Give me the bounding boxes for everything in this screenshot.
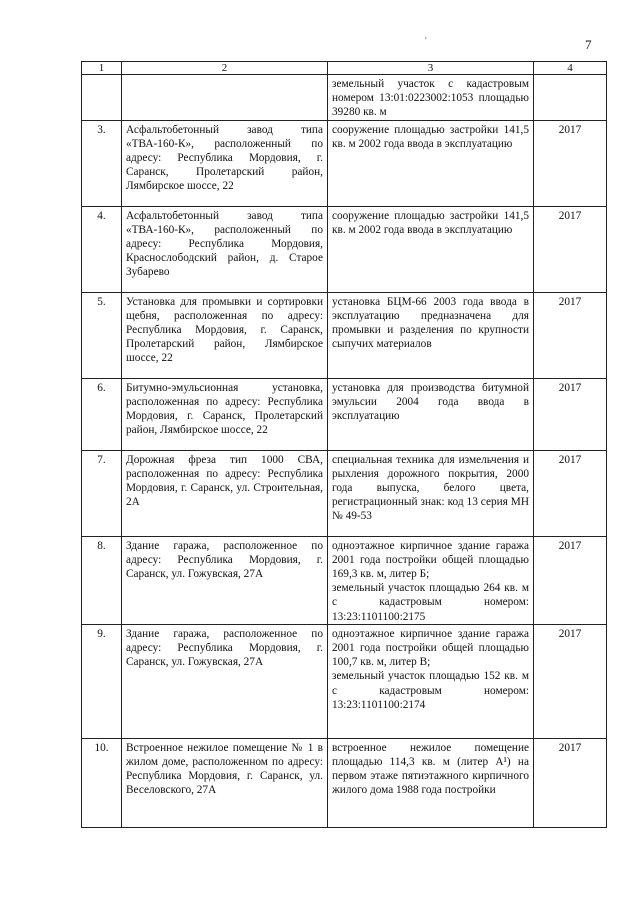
property-table (81, 61, 607, 828)
description-line: одноэтажное кирпичное здание гаража 2001 года постройки общей площадью 100,7 кв. м, литер В; (332, 627, 529, 669)
page-number: 7 (585, 37, 592, 52)
privatization-year: 2017 (534, 206, 607, 292)
table-row (82, 378, 607, 450)
row-number: 7. (82, 450, 122, 536)
header-col-2: 2 (122, 62, 328, 75)
table-header-row (82, 62, 607, 75)
object-name: Дорожная фреза тип 1000 СВА, расположенная по адресу: Республика Мордовия, г. Саранск, ул. Строительная, 2А (122, 450, 328, 536)
table-row (82, 292, 607, 378)
row-number: 5. (82, 292, 122, 378)
description-line: земельный участок с кадастровым номером 13:01:0223002:1053 площадью 39280 кв. м (332, 78, 529, 119)
row-number: 9. (82, 624, 122, 738)
privatization-year: 2017 (534, 536, 607, 624)
description-line: одноэтажное кирпичное здание гаража 2001 года постройки общей площадью 169,3 кв. м, литер Б; (332, 539, 529, 581)
object-description (328, 378, 534, 450)
object-description (328, 624, 534, 738)
table-row (82, 120, 607, 206)
table-row (82, 206, 607, 292)
header-col-1: 1 (82, 62, 122, 75)
privatization-year (534, 75, 607, 121)
privatization-year: 2017 (534, 120, 607, 206)
object-name: Битумно-эмульсионная установка, расположенная по адресу: Республика Мордовия, г. Саранск, Пролетарский район, Лямбирское шоссе, 22 (122, 378, 328, 450)
description-line: установка БЦМ-66 2003 года ввода в эксплуатацию предназначена для промывки и разделения по крупности сыпучих материалов (332, 295, 529, 351)
privatization-year: 2017 (534, 378, 607, 450)
object-description (328, 120, 534, 206)
row-number: 10. (82, 738, 122, 827)
description-line: земельный участок площадью 264 кв. м с кадастровым номером: 13:23:1101100:2175 (332, 582, 529, 623)
row-number: 8. (82, 536, 122, 624)
description-line: установка для производства битумной эмульсии 2004 года ввода в эксплуатацию (332, 381, 529, 423)
object-description (328, 738, 534, 827)
description-line: сооружение площадью застройки 141,5 кв. м 2002 года ввода в эксплуатацию (332, 209, 529, 236)
object-name: Встроенное нежилое помещение № 1 в жилом доме, расположенном по адресу: Республика Мордовия, г. Саранск, ул. Веселовского, 27А (122, 738, 328, 827)
object-description (328, 450, 534, 536)
description-line: земельный участок площадью 152 кв. м с кадастровым номером: 13:23:1101100:2174 (332, 670, 529, 711)
page-mark: ' (425, 36, 427, 47)
row-number: 3. (82, 120, 122, 206)
privatization-year: 2017 (534, 738, 607, 827)
object-name (122, 75, 328, 121)
row-number (82, 75, 122, 121)
description-line: встроенное нежилое помещение площадью 114,3 кв. м (литер А¹) на первом этаже пятиэтажного кирпичного жилого дома 1988 года постройки (332, 741, 529, 797)
object-name: Здание гаража, расположенное по адресу: Республика Мордовия, г. Саранск, ул. Гожувская, 27А (122, 624, 328, 738)
object-description (328, 206, 534, 292)
object-name: Здание гаража, расположенное по адресу: Республика Мордовия, г. Саранск, ул. Гожувская, 27А (122, 536, 328, 624)
privatization-year: 2017 (534, 292, 607, 378)
object-name: Установка для промывки и сортировки щебня, расположенная по адресу: Республика Мордовия, г. Саранск, Пролетарский район, Лямбирское шоссе, 22 (122, 292, 328, 378)
table-row (82, 450, 607, 536)
table-row (82, 75, 607, 121)
table-row (82, 624, 607, 738)
object-description (328, 536, 534, 624)
table-row (82, 738, 607, 827)
header-col-3: 3 (328, 62, 534, 75)
object-name: Асфальтобетонный завод типа «ТВА-160-К», расположенный по адресу: Республика Мордовия, Краснослободский район, д. Старое Зубарево (122, 206, 328, 292)
object-description (328, 292, 534, 378)
description-line: сооружение площадью застройки 141,5 кв. м 2002 года ввода в эксплуатацию (332, 123, 529, 150)
header-col-4: 4 (534, 62, 607, 75)
privatization-year: 2017 (534, 624, 607, 738)
object-name: Асфальтобетонный завод типа «ТВА-160-К», расположенный по адресу: Республика Мордовия, г. Саранск, Пролетарский район, Лямбирское шоссе, 22 (122, 120, 328, 206)
table-row (82, 536, 607, 624)
row-number: 4. (82, 206, 122, 292)
privatization-year: 2017 (534, 450, 607, 536)
object-description (328, 75, 534, 121)
row-number: 6. (82, 378, 122, 450)
description-line: специальная техника для измельчения и рыхления дорожного покрытия, 2000 года выпуска, белого цвета, регистрационный знак: код 13 серия МН № 49-53 (332, 453, 529, 523)
